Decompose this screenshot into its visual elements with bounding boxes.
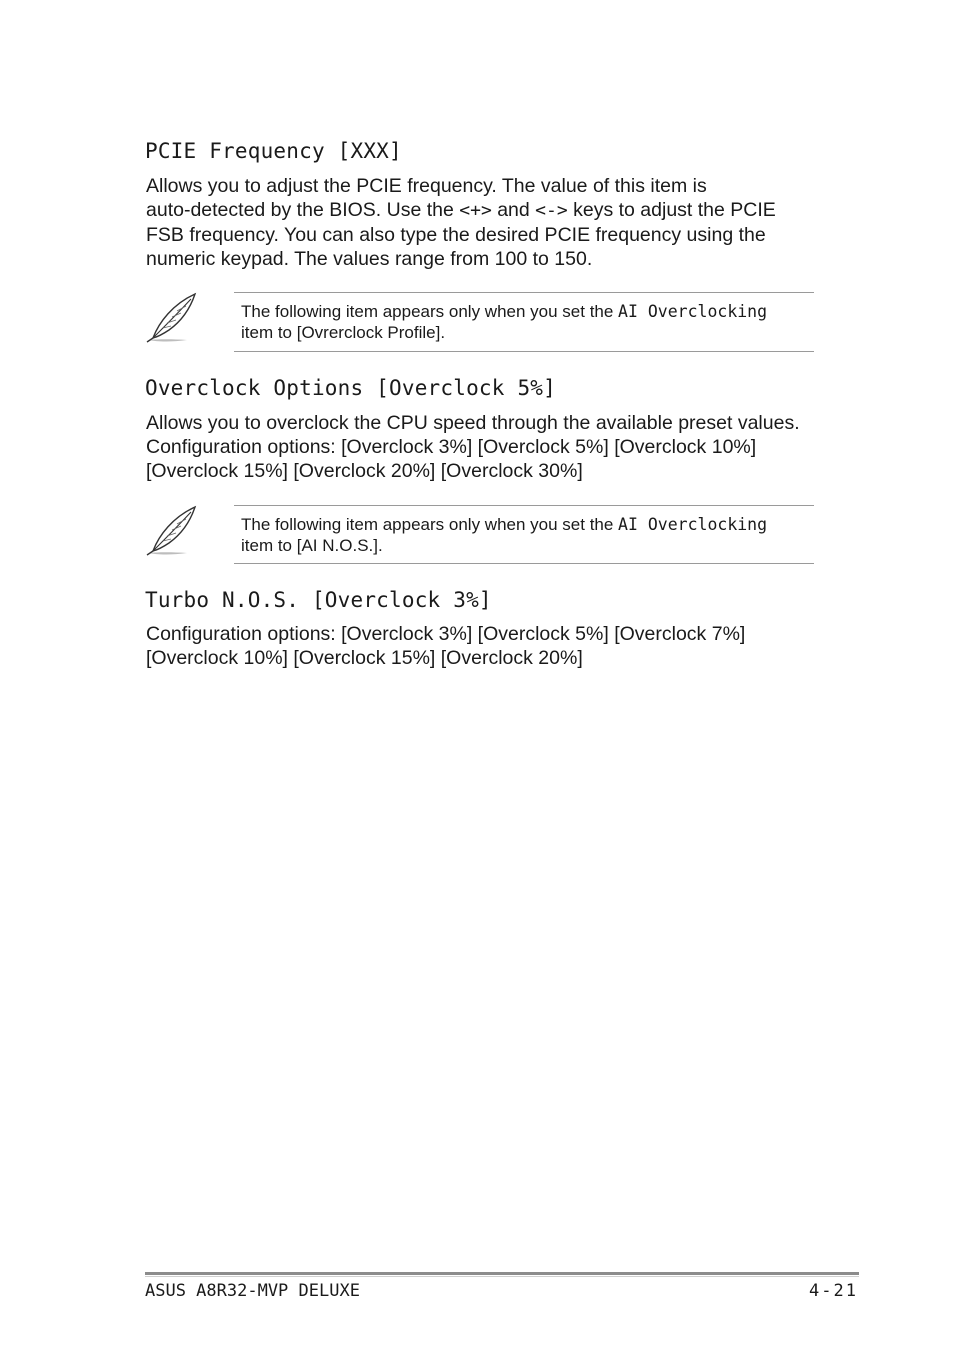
section-body-turbo-nos xyxy=(146,622,826,670)
footer-page-number: 4-21 xyxy=(809,1281,858,1301)
body-line: numeric keypad. The values range from 100 to 150. xyxy=(146,248,593,270)
key-plus: <+> xyxy=(459,200,492,221)
body-line: Configuration options: [Overclock 3%] [Overclock 5%] [Overclock 7%] xyxy=(146,623,746,645)
section-heading-overclock-options: Overclock Options [Overclock 5%] xyxy=(145,376,556,400)
body-line: Allows you to adjust the PCIE frequency. The value of this item is xyxy=(146,175,707,197)
section-heading-pcie-frequency: PCIE Frequency [XXX] xyxy=(145,139,402,163)
note-box xyxy=(234,292,814,352)
body-line: [Overclock 15%] [Overclock 20%] [Overclock 30%] xyxy=(146,460,583,482)
note-text: The following item appears only when you set the xyxy=(241,302,619,321)
note-text: The following item appears only when you set the xyxy=(241,515,619,534)
body-text: and xyxy=(491,199,536,221)
note-line xyxy=(241,514,814,535)
section-heading-turbo-nos: Turbo N.O.S. [Overclock 3%] xyxy=(145,588,492,612)
note-box xyxy=(234,505,814,564)
key-minus: <-> xyxy=(535,200,568,221)
body-line: Configuration options: [Overclock 3%] [Overclock 5%] [Overclock 10%] xyxy=(146,436,757,458)
feather-pen-icon xyxy=(143,505,199,557)
body-text: auto-detected by the BIOS. Use the xyxy=(146,199,460,221)
note-line xyxy=(241,301,814,322)
note-keyword: AI Overclocking xyxy=(618,515,768,534)
note-line: item to [AI N.O.S.]. xyxy=(241,536,383,555)
body-line: Allows you to overclock the CPU speed through the available preset values. xyxy=(146,412,800,434)
body-text: keys to adjust the PCIE xyxy=(567,199,776,221)
section-body-pcie-frequency xyxy=(146,174,826,271)
footer-rule-thin xyxy=(145,1276,859,1277)
body-line: FSB frequency. You can also type the desired PCIE frequency using the xyxy=(146,224,766,246)
section-body-overclock-options xyxy=(146,411,826,483)
note-line: item to [Ovrerclock Profile]. xyxy=(241,323,446,342)
feather-pen-icon xyxy=(143,292,199,344)
footer-rule xyxy=(145,1272,859,1275)
note-keyword: AI Overclocking xyxy=(618,302,768,321)
body-line: [Overclock 10%] [Overclock 15%] [Overclock 20%] xyxy=(146,647,583,669)
footer-product-name: ASUS A8R32-MVP DELUXE xyxy=(145,1281,360,1301)
body-line xyxy=(146,198,826,223)
